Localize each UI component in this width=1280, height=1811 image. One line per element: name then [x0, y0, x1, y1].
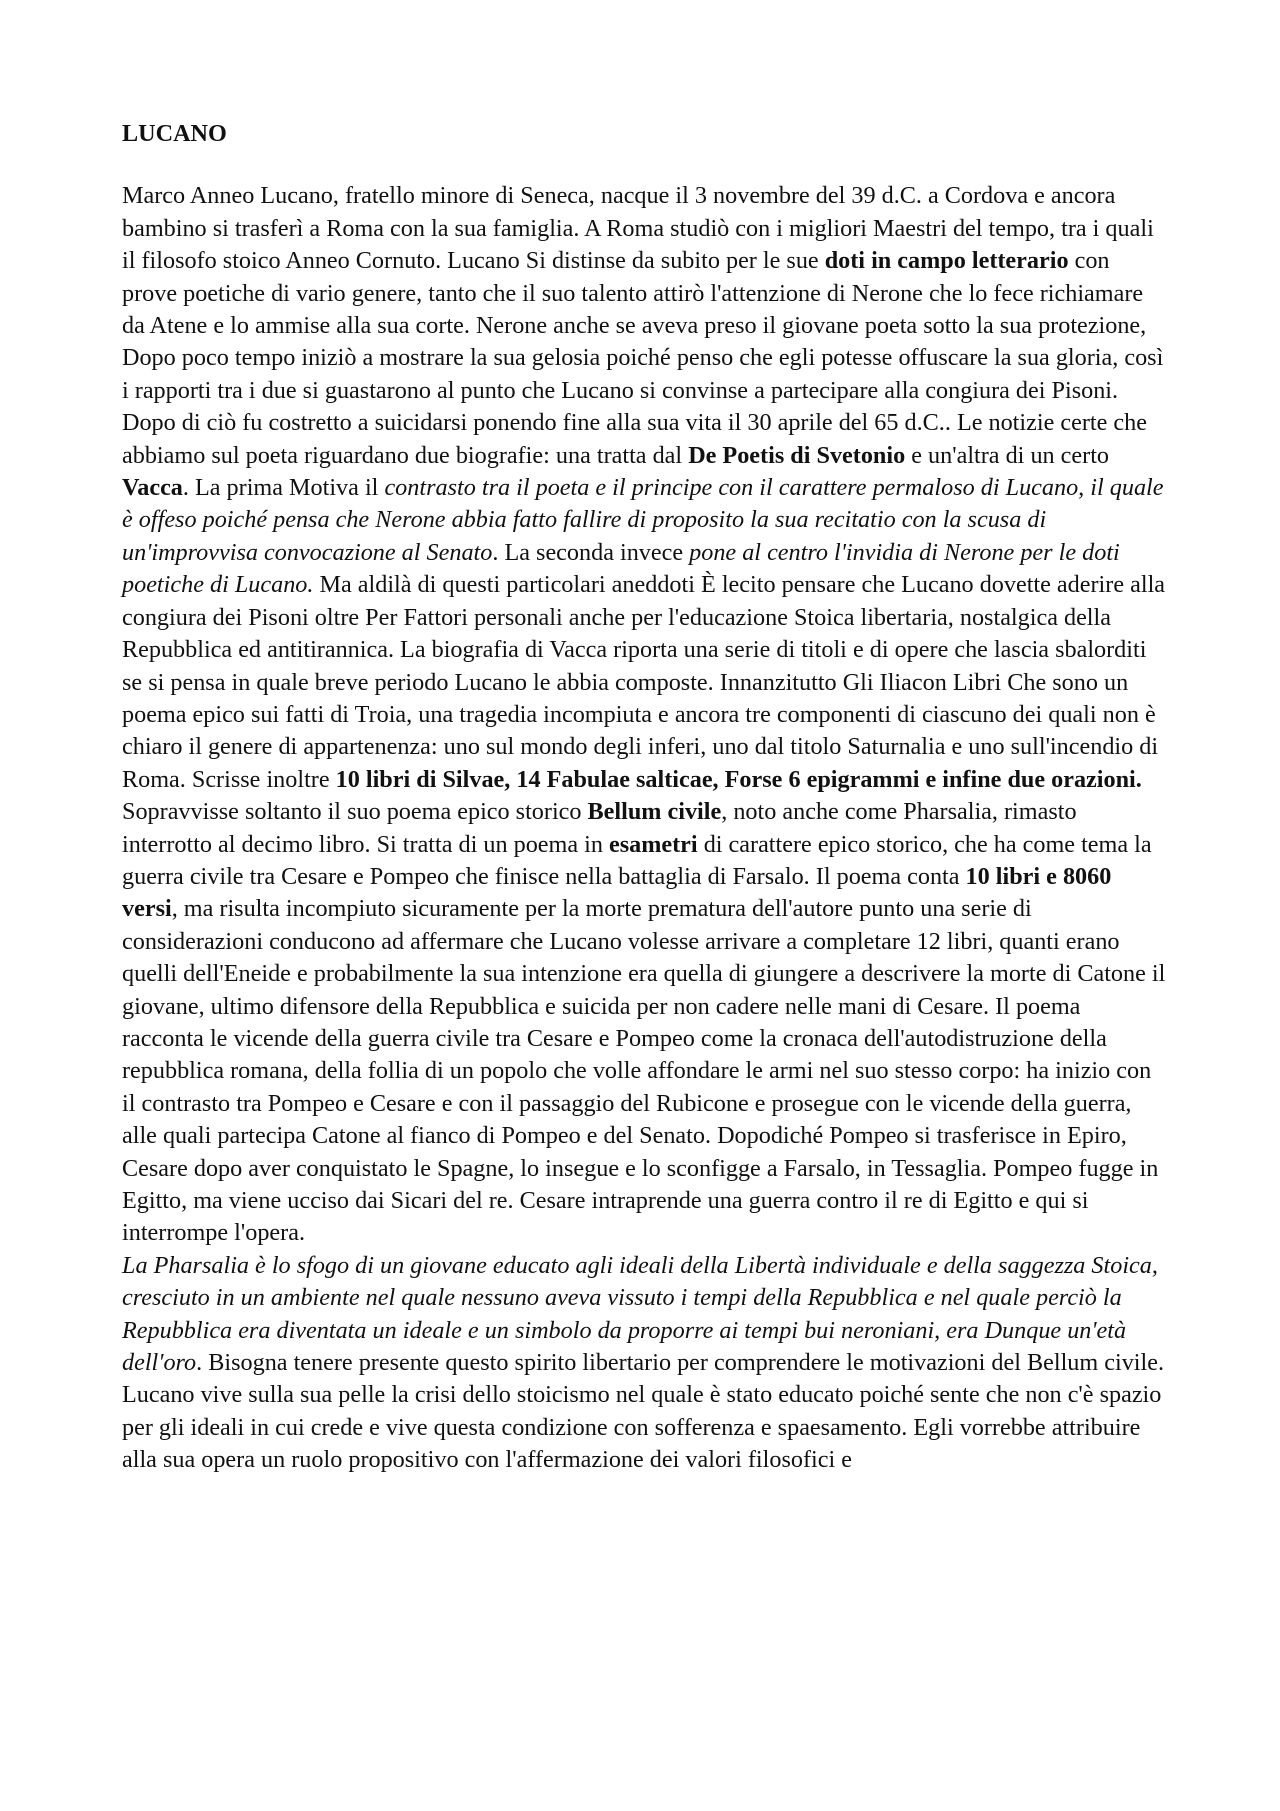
document-page [122, 118, 1168, 1477]
bold-text: Vacca [122, 474, 183, 502]
text-run: Ma aldilà di questi particolari aneddoti È lecito pensare che Lucano dovette aderire alla congiura dei Pisoni oltre Per Fattori personali anche per l'educazione Stoica libertaria, nostalgica della Repubblica ed antitirannica. La biografia di Vacca riporta una serie di titoli e di opere che lascia sbalorditi se si pensa in quale breve periodo Lucano le abbia composte. Innanzitutto Gli Iliacon Libri Che sono un poema epico sui fatti di Troia, una tragedia incompiuta e ancora tre componenti di ciascuno dei quali non è chiaro il genere di appartenenza: uno sul mondo degli inferi, uno dal titolo Saturnalia e uno sull'incendio di Roma. Scrisse inoltre [122, 571, 1166, 793]
text-run: . La seconda invece [492, 538, 690, 566]
bold-text: doti in campo letterario [824, 247, 1069, 275]
text-run: e un'altra di un certo [905, 441, 1110, 469]
italic-text: pone al centro l'invidia di Nerone per le doti poetiche di Lucano. [122, 538, 1120, 599]
text-run: . Bisogna tenere presente questo spirito libertario per comprendere le motivazioni del Bellum civile. Lucano vive sulla sua pelle la crisi dello stoicismo nel quale è stato educato poiché sente che non c'è spazio per gli ideali in cui crede e vive questa condizione con sofferenza e spaesamento. Egli vorrebbe attribuire alla sua opera un ruolo propositivo con l'affermazione dei valori filosofici e [122, 1349, 1165, 1474]
bold-text: De Poetis di Svetonio [688, 441, 906, 469]
text-run: Sopravvisse soltanto il suo poema epico storico [122, 798, 588, 826]
paragraph-biography [122, 180, 1168, 1249]
bold-text: 10 libri di Silvae, 14 Fabulae salticae, Forse 6 epigrammi e infine due orazioni. [335, 765, 1142, 793]
document-title: LUCANO [122, 120, 227, 147]
bold-text: Bellum civile [587, 798, 722, 826]
italic-text: La Pharsalia è lo sfogo di un giovane educato agli ideali della Libertà individuale e della saggezza Stoica, cresciuto in un ambiente nel quale nessuno aveva vissuto i tempi della Repubblica e nel quale perciò la Repubblica era diventata un ideale e un simbolo da proporre ai tempi bui neroniani, era Dunque un'età dell'oro [122, 1251, 1158, 1377]
paragraph-pharsalia [122, 1250, 1168, 1477]
text-run: con prove poetiche di vario genere, tanto che il suo talento attirò l'attenzione di Nerone che lo fece richiamare da Atene e lo ammise alla sua corte. Nerone anche se aveva preso il giovane poeta sotto la sua protezione, Dopo poco tempo iniziò a mostrare la sua gelosia poiché penso che egli potesse offuscare la sua gloria, così i rapporti tra i due si guastarono al punto che Lucano si convinse a partecipare alla congiura dei Pisoni. Dopo di ciò fu costretto a suicidarsi ponendo fine alla sua vita il 30 aprile del 65 d.C.. Le notizie certe che abbiamo sul poeta riguardano due biografie: una tratta dal [122, 247, 1164, 469]
text-run: Marco Anneo Lucano, fratello minore di Seneca, nacque il 3 novembre del 39 d.C. a Cordova e ancora bambino si trasferì a Roma con la sua famiglia. A Roma studiò con i migliori Maestri del tempo, tra i quali il filosofo stoico Anneo Cornuto. Lucano Si distinse da subito per le sue [122, 182, 1154, 275]
text-run: , noto anche come Pharsalia, rimasto interrotto al decimo libro. Si tratta di un poema in [122, 798, 1077, 858]
text-run: di carattere epico storico, che ha come tema la guerra civile tra Cesare e Pompeo che finisce nella battaglia di Farsalo. Il poema conta [122, 830, 1152, 890]
text-run: . La prima Motiva il [182, 474, 385, 502]
bold-text: 10 libri e 8060 versi [122, 862, 1112, 923]
text-run: , ma risulta incompiuto sicuramente per la morte prematura dell'autore punto una serie di considerazioni conducono ad affermare che Lucano volesse arrivare a completare 12 libri, quanti erano quelli dell'Eneide e probabilmente la sua intenzione era quella di giungere a descrivere la morte di Catone il giovane, ultimo difensore della Repubblica e suicida per non cadere nelle mani di Cesare. Il poema racconta le vicende della guerra civile tra Cesare e Pompeo come la cronaca dell'autodistruzione della repubblica romana, della follia di un popolo che volle affondare le armi nel suo stesso corpo: ha inizio con il contrasto tra Pompeo e Cesare e con il passaggio del Rubicone e prosegue con le vicende della guerra, alle quali partecipa Catone al fianco di Pompeo e del Senato. Dopodiché Pompeo si trasferisce in Epiro, Cesare dopo aver conquistato le Spagne, lo insegue e lo sconfigge a Farsalo, in Tessaglia. Pompeo fugge in Egitto, ma viene ucciso dai Sicari del re. Cesare intraprende una guerra contro il re di Egitto e qui si interrompe l'opera. [122, 895, 1166, 1247]
italic-text: contrasto tra il poeta e il principe con il carattere permaloso di Lucano, il quale è offeso poiché pensa che Nerone abbia fatto fallire di proposito la sua recitatio con la scusa di un'improvvisa convocazione al Senato [122, 474, 1164, 566]
bold-text: esametri [609, 830, 698, 858]
